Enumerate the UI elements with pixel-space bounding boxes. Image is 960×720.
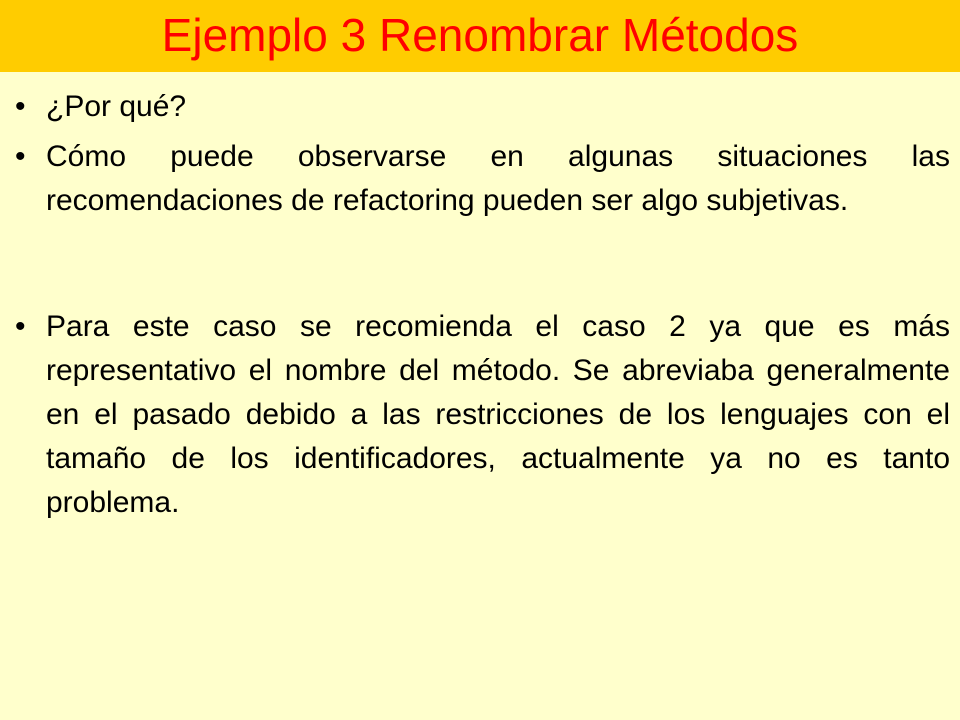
bullet-list <box>15 85 950 525</box>
bullet-text: Cómo puede observarse en algunas situaciones las recomendaciones de refactoring pueden ser algo subjetivas. <box>46 140 950 217</box>
bullet-item <box>15 135 950 223</box>
bullet-dot-icon: • <box>15 90 26 123</box>
bullet-text: Para este caso se recomienda el caso 2 ya que es más representativo el nombre del método. Se abreviaba generalmente en el pasado debido a las restricciones de los lenguajes con el tamaño de los identificadores, actualmente ya no es tanto problema. <box>46 310 950 519</box>
bullet-dot-icon: • <box>15 140 26 173</box>
bullet-item <box>15 305 950 525</box>
bullet-item <box>15 85 950 129</box>
slide-title: Ejemplo 3 Renombrar Métodos <box>161 9 799 61</box>
bullet-dot-icon: • <box>15 310 26 343</box>
bullet-text: ¿Por qué? <box>46 90 187 123</box>
